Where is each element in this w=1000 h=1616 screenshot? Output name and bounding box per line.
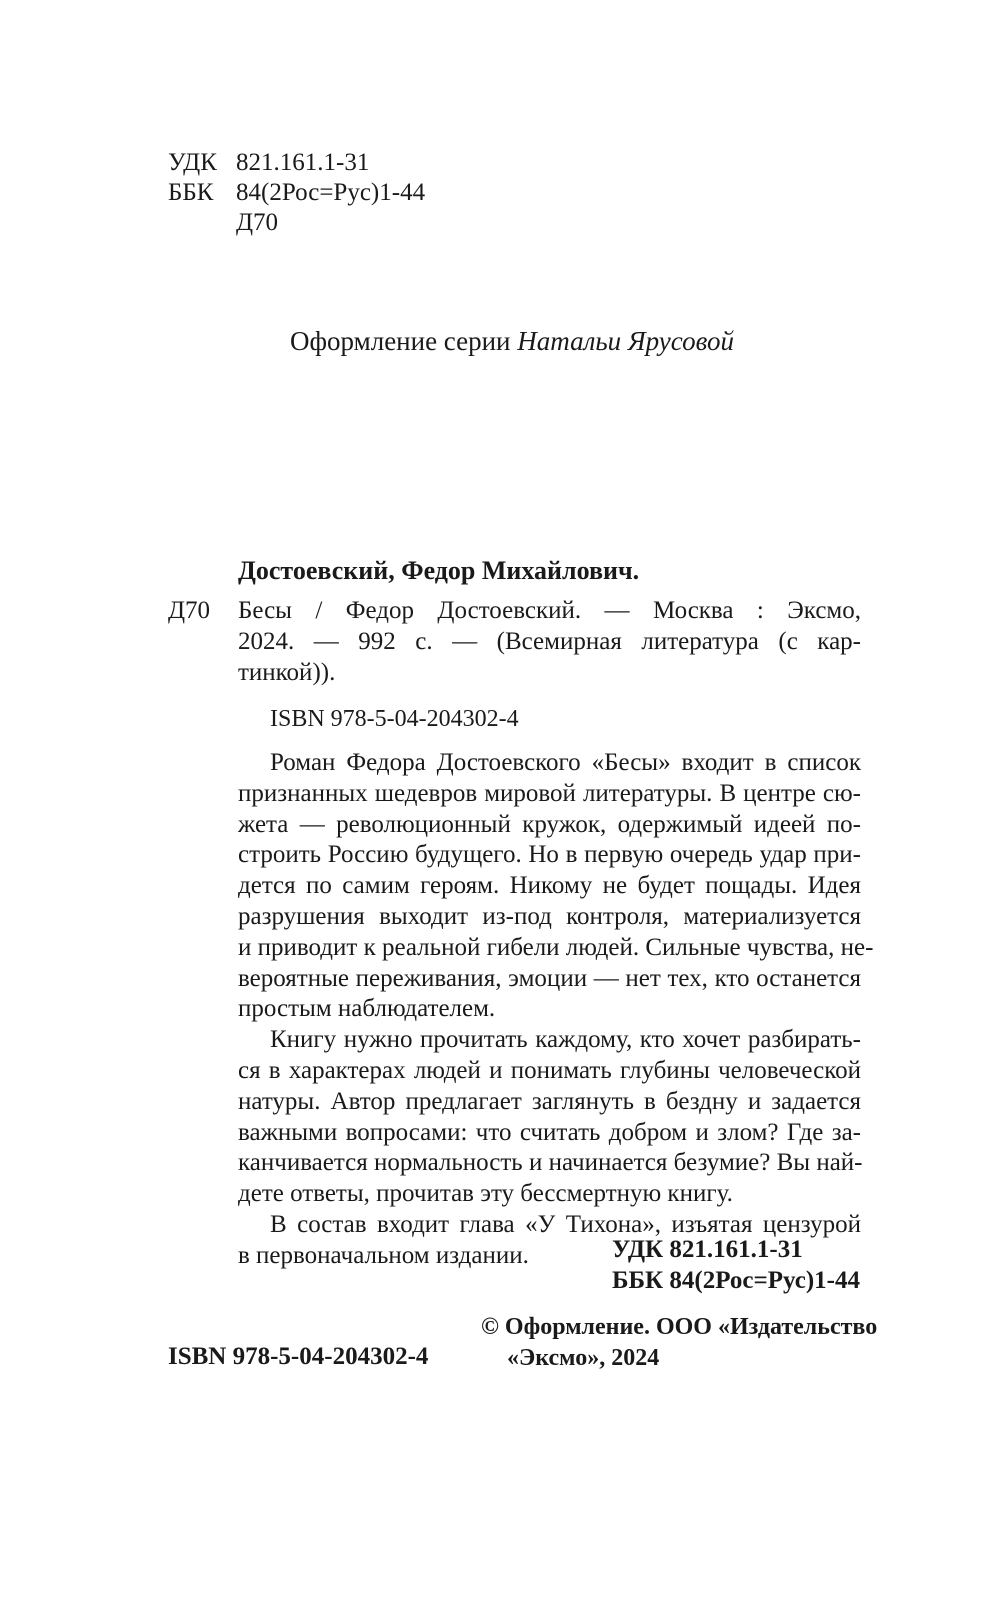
copyright-line-1: © Оформление. ООО «Издательство xyxy=(481,1314,878,1340)
isbn-bottom: ISBN 978-5-04-204302-4 xyxy=(168,1343,429,1370)
annotation-line: простым наблюдателем. xyxy=(238,995,496,1023)
author-mark: Д70 xyxy=(236,209,279,236)
annotation-line: ся в характерах людей и понимать глубины человеческой xyxy=(238,1056,861,1084)
bbk-label: ББК xyxy=(168,179,214,206)
udk-row xyxy=(168,148,425,178)
bbk-value: 84(2Рос=Рус)1-44 xyxy=(236,179,426,206)
annotation-line: канчивается нормальность и начинается безумие? Вы най- xyxy=(238,1149,863,1177)
annotation-line: строить Россию будущего. Но в первую очередь удар при- xyxy=(238,841,861,869)
annotation-line: в первоначальном издании. xyxy=(238,1241,529,1269)
copyright-notice xyxy=(481,1312,877,1374)
annotation-line: Книгу нужно прочитать каждому, кто хочет разбирать- xyxy=(270,1026,861,1054)
udk-label: УДК xyxy=(168,149,217,176)
annotation xyxy=(238,748,874,1272)
annotation-line: В состав входит глава «У Тихона», изъятая цензурой xyxy=(270,1210,861,1238)
bibliography-author: Достоевский, Федор Михайлович. xyxy=(238,556,640,585)
bottom-bbk: ББК 84(2Рос=Рус)1-44 xyxy=(612,1267,860,1294)
series-design-credit xyxy=(0,325,1000,357)
annotation-line: натуры. Автор предлагает заглянуть в бездну и задается xyxy=(238,1087,861,1115)
bibliography-isbn: ISBN 978-5-04-204302-4 xyxy=(270,706,519,732)
author-mark-row xyxy=(168,208,425,238)
bottom-udk: УДК 821.161.1-31 xyxy=(612,1236,803,1263)
annotation-line: разрушения выходит из-под контроля, материализуется xyxy=(238,902,861,930)
annotation-line: дете ответы, прочитав эту бессмертную книгу. xyxy=(238,1180,733,1208)
udk-value: 821.161.1-31 xyxy=(236,149,370,176)
bibliography-line: 2024. — 992 с. — (Всемирная литература (с кар- xyxy=(238,627,861,655)
annotation-line: важными вопросами: что считать добром и злом? Где за- xyxy=(238,1118,861,1146)
copyright-line-2: «Эксмо», 2024 xyxy=(507,1345,660,1371)
series-design-prefix: Оформление серии xyxy=(290,326,511,356)
bbk-row xyxy=(168,178,425,208)
bibliography-line: тинкой)). xyxy=(238,658,336,686)
bottom-classification-codes xyxy=(612,1234,860,1296)
top-classification-codes xyxy=(168,148,425,238)
bibliography-description xyxy=(238,596,861,688)
annotation-line: дется по самим героям. Никому не будет пощады. Идея xyxy=(238,872,861,900)
bibliography-line: Бесы / Федор Достоевский. — Москва : Эксмо, xyxy=(238,597,861,624)
annotation-line: признанных шедевров мировой литературы. В центре сю- xyxy=(238,779,861,807)
annotation-line: вероятные переживания, эмоции — нет тех, кто останется xyxy=(238,964,861,992)
bibliography-code: Д70 xyxy=(168,597,211,624)
annotation-line: Роман Федора Достоевского «Бесы» входит в список xyxy=(270,749,861,776)
annotation-line: и приводит к реальной гибели людей. Сильные чувства, не- xyxy=(238,933,874,961)
series-designer-name: Натальи Ярусовой xyxy=(517,326,734,356)
annotation-line: жета — революционный кружок, одержимый идеей по- xyxy=(238,810,861,838)
